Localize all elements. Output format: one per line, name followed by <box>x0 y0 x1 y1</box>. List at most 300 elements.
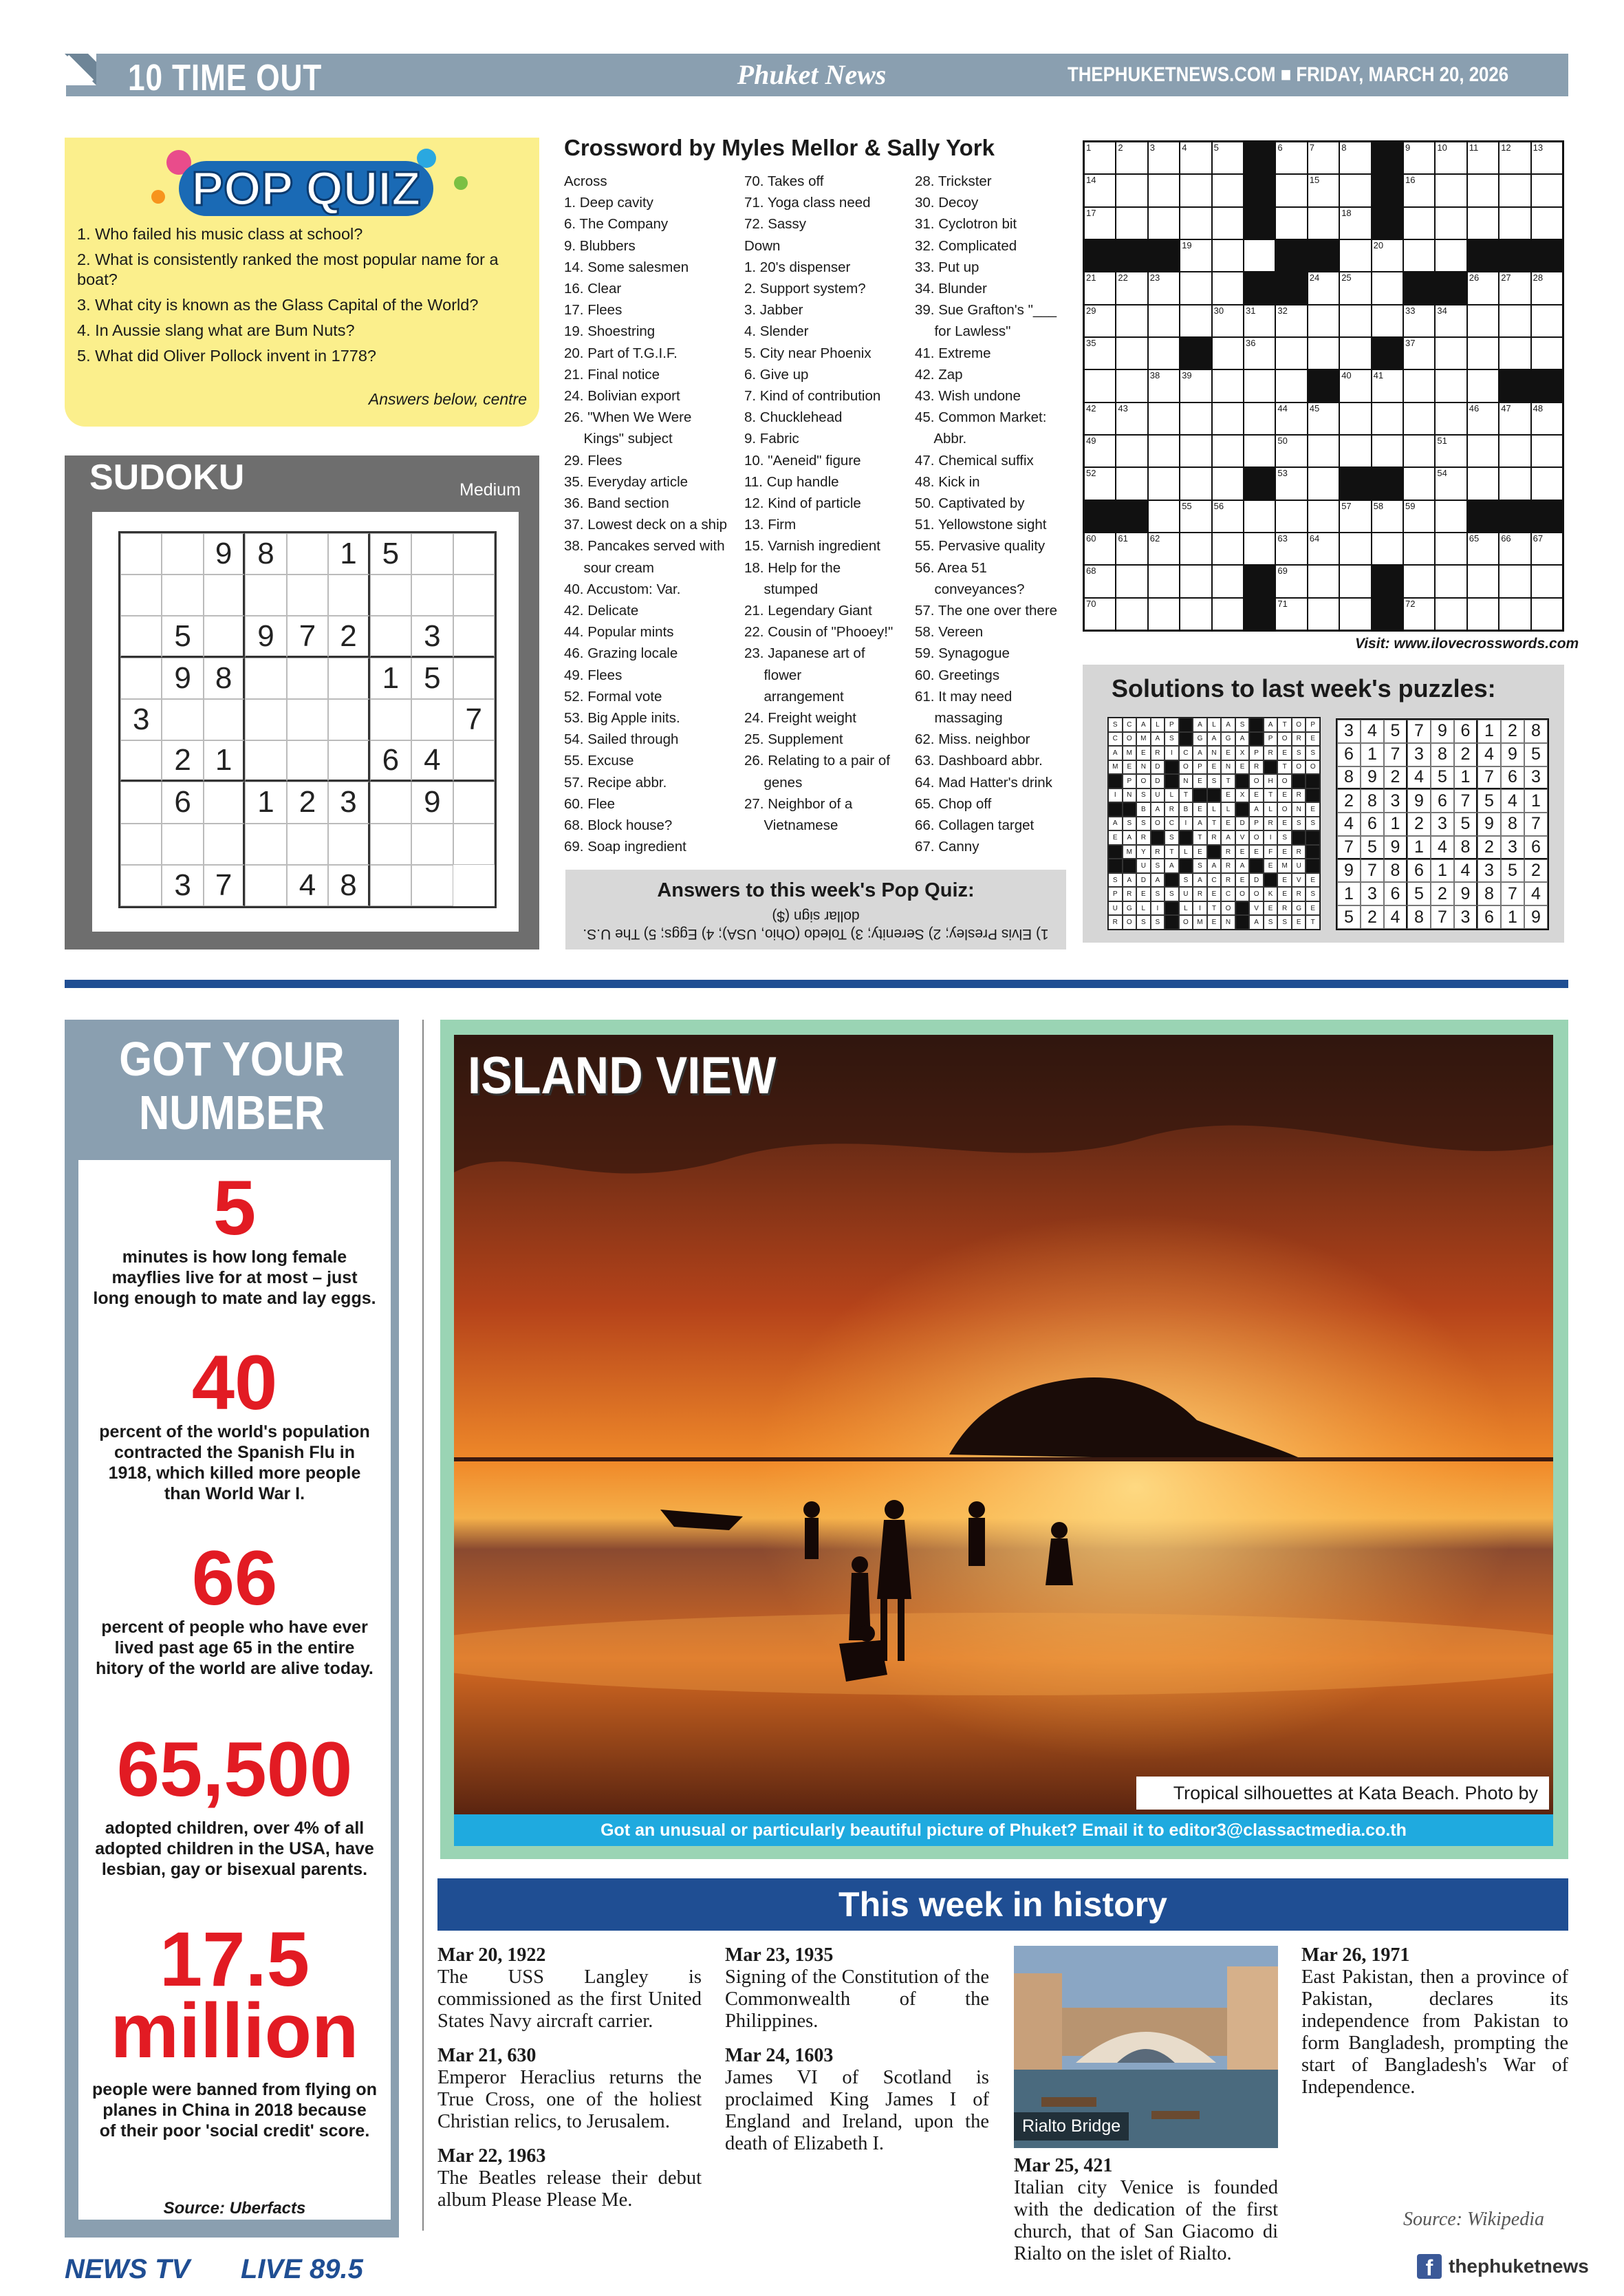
solution-sudoku-cell: 6 <box>1384 882 1407 905</box>
solution-cell: L <box>1151 718 1165 732</box>
history-entry <box>1301 1944 1568 2099</box>
crossword-black-cell <box>1435 272 1466 304</box>
solution-sudoku-cell: 7 <box>1384 743 1407 766</box>
sudoku-cell <box>287 740 328 782</box>
solution-cell: L <box>1179 901 1193 916</box>
page-section-title: 10 TIME OUT <box>128 57 323 98</box>
facebook-icon: f <box>1417 2254 1442 2279</box>
quiz-question: 1. Who failed his music class at school? <box>77 225 363 243</box>
crossword-clue: 33. Put up <box>915 259 979 275</box>
crossword-clue: 21. Final notice <box>564 366 660 383</box>
sudoku-cell: 5 <box>370 533 411 575</box>
solution-sudoku-cell: 2 <box>1454 743 1477 766</box>
solution-sudoku-cell: 2 <box>1524 859 1548 883</box>
sudoku-cell <box>287 533 328 575</box>
crossword-black-cell <box>1531 239 1563 272</box>
solution-black-cell <box>1249 718 1264 732</box>
solution-cell: E <box>1193 774 1207 788</box>
crossword-grid <box>1083 140 1564 632</box>
crossword-clue: 64. Mad Hatter's drink <box>915 774 1052 791</box>
crossword-clue: 4. Slender <box>744 323 809 340</box>
sudoku-cell <box>120 616 162 657</box>
solution-black-cell <box>1264 760 1278 775</box>
solution-cell: R <box>1193 887 1207 901</box>
sudoku-cell: 9 <box>245 616 286 657</box>
facebook-handle: thephuketnews <box>1449 2255 1589 2277</box>
crossword-black-cell <box>1372 598 1403 630</box>
solution-cell: C <box>1179 746 1193 760</box>
crossword-black-cell <box>1372 142 1403 174</box>
crossword-cell <box>1148 369 1180 402</box>
crossword-cell <box>1403 500 1435 533</box>
sudoku-cell: 3 <box>120 699 162 740</box>
sudoku-cell <box>162 824 203 865</box>
solution-black-cell <box>1165 873 1179 888</box>
sudoku-cell: 7 <box>204 865 245 906</box>
solution-cell: T <box>1207 901 1222 916</box>
crossword-cell <box>1531 337 1563 369</box>
crossword-cell-number: 4 <box>1182 142 1187 153</box>
solution-cell: T <box>1277 760 1292 775</box>
solution-cell: S <box>1151 859 1165 873</box>
history-date: Mar 23, 1935 <box>725 1944 834 1966</box>
solution-sudoku-cell: 5 <box>1407 882 1431 905</box>
solution-sudoku-cell: 2 <box>1407 813 1431 836</box>
crossword-black-cell <box>1531 369 1563 402</box>
crossword-cell <box>1212 533 1244 565</box>
crossword-cell-number: 38 <box>1149 370 1160 381</box>
crossword-cell <box>1467 565 1499 597</box>
crossword-cell-number: 62 <box>1149 533 1160 544</box>
solution-cell: E <box>1207 915 1222 930</box>
crossword-cell <box>1339 435 1371 467</box>
solution-cell: L <box>1207 718 1222 732</box>
crossword-cell-number: 14 <box>1086 175 1096 186</box>
solution-cell: E <box>1123 760 1137 775</box>
crossword-cell-number: 32 <box>1277 305 1288 316</box>
crossword-black-cell <box>1275 239 1307 272</box>
crossword-clue: 46. Grazing locale <box>564 645 678 662</box>
sudoku-cell <box>245 865 286 906</box>
fact-number: 17.5 million <box>110 1916 359 2074</box>
solution-cell: A <box>1193 817 1207 831</box>
crossword-cell <box>1435 500 1466 533</box>
sudoku-cell: 3 <box>328 782 369 823</box>
sudoku-cell <box>287 575 328 616</box>
crossword-cell <box>1403 403 1435 435</box>
history-source: Source: Wikipedia <box>1403 2209 1545 2230</box>
solution-cell: T <box>1179 788 1193 803</box>
crossword-cell <box>1275 467 1307 500</box>
solution-cell: O <box>1249 887 1264 901</box>
crossword-cell <box>1372 500 1403 533</box>
sudoku-cell: 4 <box>411 740 453 782</box>
crossword-clue: 69. Soap ingredient <box>564 839 686 855</box>
solution-sudoku-cell: 7 <box>1407 720 1431 743</box>
sudoku-cell: 6 <box>162 782 203 823</box>
solution-cell: O <box>1306 760 1320 775</box>
sudoku-cell <box>245 699 286 740</box>
crossword-clue: flower <box>744 667 802 683</box>
crossword-cell <box>1435 369 1466 402</box>
crossword-black-cell <box>1244 174 1275 206</box>
crossword-clue: 24. Bolivian export <box>564 388 680 405</box>
solution-cell: F <box>1264 845 1278 859</box>
solution-cell: N <box>1123 788 1137 803</box>
fact-description: percent of people who have ever lived past age 65 in the entire hitory of the world are alive today. <box>96 1618 373 1678</box>
crossword-cell <box>1275 142 1307 174</box>
crossword-cell-number: 26 <box>1469 272 1480 283</box>
crossword-cell-number: 27 <box>1501 272 1511 283</box>
clue-column-1 <box>564 171 727 858</box>
solution-black-cell <box>1108 859 1123 873</box>
crossword-cell <box>1180 598 1211 630</box>
solution-cell: T <box>1306 915 1320 930</box>
crossword-cell <box>1339 369 1371 402</box>
solution-black-cell <box>1179 830 1193 845</box>
crossword-cell <box>1148 435 1180 467</box>
crossword-cell <box>1531 598 1563 630</box>
crossword-clue: sour cream <box>564 559 655 576</box>
crossword-black-cell <box>1308 369 1339 402</box>
solution-cell: N <box>1207 746 1222 760</box>
solution-black-cell <box>1165 760 1179 775</box>
solution-cell: E <box>1277 817 1292 831</box>
solution-sudoku-cell: 2 <box>1477 836 1501 859</box>
crossword-clue: 47. Chemical suffix <box>915 452 1034 469</box>
crossword-cell <box>1372 272 1403 304</box>
solution-sudoku-cell: 9 <box>1407 789 1431 813</box>
crossword-cell <box>1180 369 1211 402</box>
crossword-cell <box>1308 565 1339 597</box>
crossword-cell <box>1499 403 1530 435</box>
solution-cell: B <box>1136 802 1151 817</box>
crossword-cell <box>1531 207 1563 239</box>
crossword-clue: 42. Zap <box>915 366 963 383</box>
solution-sudoku-cell: 2 <box>1337 789 1361 813</box>
crossword-clue: 3. Jabber <box>744 302 803 319</box>
crossword-clue: 35. Everyday article <box>564 473 689 490</box>
solution-cell: E <box>1306 873 1320 888</box>
solution-cell: A <box>1235 859 1250 873</box>
crossword-cell-number: 21 <box>1086 272 1096 283</box>
fact-number: 66 <box>191 1535 278 1621</box>
sudoku-cell <box>120 575 162 616</box>
crossword-clue: 30. Decoy <box>915 195 979 211</box>
crossword-clue: 68. Block house? <box>564 817 673 834</box>
crossword-cell <box>1180 272 1211 304</box>
crossword-cell-number: 55 <box>1182 500 1192 511</box>
solution-cell: R <box>1221 845 1235 859</box>
crossword-cell-number: 43 <box>1118 403 1128 414</box>
sudoku-title: SUDOKU <box>89 458 245 497</box>
solution-cell: N <box>1221 915 1235 930</box>
solution-cell: Y <box>1136 845 1151 859</box>
sudoku-cell <box>411 824 453 865</box>
crossword-cell <box>1531 467 1563 500</box>
crossword-credit: Visit: www.ilovecrosswords.com <box>1355 636 1579 652</box>
crossword-cell <box>1403 467 1435 500</box>
history-entry <box>437 1944 702 2032</box>
solution-sudoku-cell: 1 <box>1407 836 1431 859</box>
solution-cell: U <box>1292 859 1306 873</box>
solution-black-cell <box>1108 802 1123 817</box>
solution-sudoku-cell: 2 <box>1501 720 1524 743</box>
crossword-cell <box>1275 174 1307 206</box>
solution-cell: O <box>1277 774 1292 788</box>
solution-cell: L <box>1179 845 1193 859</box>
solution-sudoku-cell: 4 <box>1431 836 1454 859</box>
solution-cell: M <box>1193 915 1207 930</box>
crossword-cell <box>1148 305 1180 337</box>
crossword-clue: 57. The one over there <box>915 603 1058 619</box>
solution-sudoku-cell: 8 <box>1501 813 1524 836</box>
crossword-cell <box>1212 369 1244 402</box>
solution-cell: R <box>1165 802 1179 817</box>
crossword-cell <box>1275 533 1307 565</box>
solution-sudoku-cell: 6 <box>1407 859 1431 883</box>
crossword-black-cell <box>1084 500 1116 533</box>
solution-cell: S <box>1306 887 1320 901</box>
crossword-black-cell <box>1403 272 1435 304</box>
solution-sudoku-cell: 2 <box>1431 882 1454 905</box>
crossword-cell <box>1308 272 1339 304</box>
solution-cell: E <box>1249 788 1264 803</box>
crossword-black-cell <box>1531 500 1563 533</box>
crossword-title: Crossword by Myles Mellor & Sally York <box>564 135 995 160</box>
got-your-number-source: Source: Uberfacts <box>163 2199 306 2218</box>
solution-cell: E <box>1235 873 1250 888</box>
crossword-cell <box>1212 500 1244 533</box>
solution-sudoku-cell: 9 <box>1431 720 1454 743</box>
crossword-cell-number: 69 <box>1277 566 1288 577</box>
solution-cell: R <box>1292 845 1306 859</box>
sudoku-cell <box>453 824 495 865</box>
crossword-cell <box>1244 533 1275 565</box>
solution-black-cell <box>1165 901 1179 916</box>
history-date: Mar 20, 1922 <box>437 1944 546 1966</box>
solution-sudoku-cell: 5 <box>1337 905 1361 929</box>
solution-sudoku-cell: 6 <box>1431 789 1454 813</box>
crossword-clue: Across <box>564 173 607 189</box>
crossword-clue: 9. Blubbers <box>564 237 636 254</box>
solution-cell: N <box>1221 760 1235 775</box>
crossword-clue: 45. Common Market: <box>915 409 1047 426</box>
crossword-cell <box>1531 565 1563 597</box>
solution-black-cell <box>1179 859 1193 873</box>
crossword-clue: arrangement <box>744 688 844 705</box>
crossword-cell <box>1403 207 1435 239</box>
crossword-solution-grid <box>1107 717 1321 930</box>
solution-cell: E <box>1193 845 1207 859</box>
solution-cell: V <box>1235 830 1250 845</box>
solution-cell: S <box>1277 830 1292 845</box>
crossword-cell <box>1084 174 1116 206</box>
quiz-question: 5. What did Oliver Pollock invent in 1778? <box>77 347 376 365</box>
solution-cell: P <box>1108 887 1123 901</box>
solution-sudoku-cell: 5 <box>1524 743 1548 766</box>
crossword-cell <box>1467 435 1499 467</box>
sudoku-cell <box>411 699 453 740</box>
crossword-cell <box>1531 174 1563 206</box>
solution-cell: E <box>1306 802 1320 817</box>
crossword-cell-number: 48 <box>1533 403 1544 414</box>
solution-cell: A <box>1235 732 1250 747</box>
solution-cell: S <box>1108 873 1123 888</box>
crossword-cell <box>1499 305 1530 337</box>
sudoku-cell <box>370 865 411 906</box>
solution-cell: A <box>1123 830 1137 845</box>
solution-cell: O <box>1123 915 1137 930</box>
crossword-cell-number: 47 <box>1501 403 1511 414</box>
crossword-cell <box>1212 565 1244 597</box>
solution-sudoku-cell: 2 <box>1384 766 1407 790</box>
solution-black-cell <box>1179 718 1193 732</box>
crossword-cell-number: 60 <box>1086 533 1096 544</box>
crossword-black-cell <box>1499 239 1530 272</box>
solution-cell: A <box>1108 817 1123 831</box>
section-divider <box>65 980 1568 988</box>
crossword-clue: 19. Shoestring <box>564 323 656 340</box>
solution-cell: S <box>1179 873 1193 888</box>
sudoku-solution-grid <box>1336 718 1549 930</box>
crossword-clue: 58. Vereen <box>915 624 984 641</box>
solution-sudoku-cell: 9 <box>1361 766 1384 790</box>
crossword-cell <box>1339 207 1371 239</box>
crossword-clue: 70. Takes off <box>744 173 824 189</box>
sudoku-cell <box>120 782 162 823</box>
solution-black-cell <box>1207 788 1222 803</box>
solution-cell: S <box>1165 732 1179 747</box>
crossword-cell <box>1467 337 1499 369</box>
history-text: The Beatles release their debut album Please Please Me. <box>437 2167 702 2211</box>
solution-cell: A <box>1136 718 1151 732</box>
crossword-clue: 61. It may need <box>915 688 1013 705</box>
solution-black-cell <box>1292 774 1306 788</box>
sudoku-cell <box>120 740 162 782</box>
history-column-4 <box>1301 1944 1568 2111</box>
solution-sudoku-cell: 8 <box>1361 789 1384 813</box>
crossword-clue: 39. Sue Grafton's "___ <box>915 302 1057 319</box>
crossword-cell <box>1435 565 1466 597</box>
solution-cell: S <box>1165 887 1179 901</box>
crossword-cell <box>1339 500 1371 533</box>
crossword-cell <box>1212 305 1244 337</box>
solution-cell: I <box>1193 901 1207 916</box>
crossword-cell <box>1403 142 1435 174</box>
solutions-title: Solutions to last week's puzzles: <box>1112 674 1496 702</box>
facebook-link[interactable] <box>1417 2254 1589 2279</box>
crossword-clue: 52. Formal vote <box>564 688 662 705</box>
crossword-cell-number: 39 <box>1182 370 1192 381</box>
crossword-black-cell <box>1372 565 1403 597</box>
crossword-cell <box>1372 533 1403 565</box>
crossword-clue: 13. Firm <box>744 517 797 533</box>
crossword-cell-number: 50 <box>1277 435 1288 446</box>
sudoku-cell: 6 <box>370 740 411 782</box>
sudoku-cell: 4 <box>287 865 328 906</box>
photo-label: Rialto Bridge <box>1014 2112 1129 2141</box>
crossword-cell-number: 34 <box>1437 305 1447 316</box>
crossword-cell <box>1212 239 1244 272</box>
sudoku-cell <box>328 658 369 699</box>
crossword-clue: 29. Flees <box>564 452 622 469</box>
solution-cell: H <box>1264 774 1278 788</box>
crossword-cell <box>1084 272 1116 304</box>
crossword-clue: 43. Wish undone <box>915 388 1021 405</box>
solution-sudoku-cell: 6 <box>1477 905 1501 929</box>
crossword-cell <box>1339 533 1371 565</box>
solution-cell: P <box>1165 718 1179 732</box>
sudoku-cell: 1 <box>204 740 245 782</box>
solution-cell: E <box>1207 760 1222 775</box>
solution-black-cell <box>1249 859 1264 873</box>
crossword-cell <box>1275 369 1307 402</box>
crossword-cell <box>1116 369 1147 402</box>
history-title: This week in history <box>437 1878 1568 1931</box>
solution-sudoku-cell: 7 <box>1501 882 1524 905</box>
sudoku-cell: 1 <box>328 533 369 575</box>
crossword-cell <box>1308 435 1339 467</box>
history-date: Mar 25, 421 <box>1014 2155 1113 2176</box>
solution-cell: M <box>1123 845 1137 859</box>
solution-cell: M <box>1123 746 1137 760</box>
solution-sudoku-cell: 8 <box>1384 859 1407 883</box>
solution-cell: S <box>1292 746 1306 760</box>
solution-cell: R <box>1221 873 1235 888</box>
solution-cell: O <box>1179 760 1193 775</box>
crossword-clue: 1. Deep cavity <box>564 195 653 211</box>
crossword-cell <box>1403 239 1435 272</box>
sudoku-cell: 3 <box>162 865 203 906</box>
crossword-cell <box>1180 435 1211 467</box>
solution-cell: E <box>1277 788 1292 803</box>
crossword-clue: 50. Captivated by <box>915 495 1025 512</box>
solution-cell: E <box>1235 760 1250 775</box>
solution-cell: R <box>1123 887 1137 901</box>
crossword-clue: 6. Give up <box>744 366 809 383</box>
crossword-cell-number: 24 <box>1309 272 1320 283</box>
solution-cell: S <box>1151 887 1165 901</box>
crossword-clue: 57. Recipe abbr. <box>564 774 667 791</box>
sudoku-cell <box>370 616 411 657</box>
crossword-clue: 20. Part of T.G.I.F. <box>564 345 678 361</box>
solution-black-cell <box>1249 732 1264 747</box>
sudoku-cell <box>328 824 369 865</box>
crossword-cell <box>1499 272 1530 304</box>
solution-cell: E <box>1277 887 1292 901</box>
pop-quiz-answers-title: Answers to this week's Pop Quiz: <box>657 879 975 901</box>
solution-cell: O <box>1292 718 1306 732</box>
crossword-clue: 14. Some salesmen <box>564 259 689 275</box>
crossword-clue: Kings" subject <box>564 431 673 447</box>
sudoku-cell: 1 <box>245 782 286 823</box>
solution-cell: T <box>1277 718 1292 732</box>
history-entry <box>725 1944 989 2032</box>
sudoku-cell: 8 <box>328 865 369 906</box>
fact-number: 5 <box>213 1165 257 1251</box>
crossword-cell <box>1403 305 1435 337</box>
sudoku-cell <box>370 699 411 740</box>
crossword-cell <box>1275 435 1307 467</box>
crossword-cell-number: 72 <box>1405 598 1416 609</box>
sudoku-cell <box>162 575 203 616</box>
quiz-question: 2. What is consistently ranked the most popular name for a boat? <box>77 250 499 288</box>
solution-cell: A <box>1221 718 1235 732</box>
crossword-clue: 42. Delicate <box>564 603 639 619</box>
crossword-cell <box>1212 403 1244 435</box>
crossword-clue: 24. Freight weight <box>744 710 856 727</box>
